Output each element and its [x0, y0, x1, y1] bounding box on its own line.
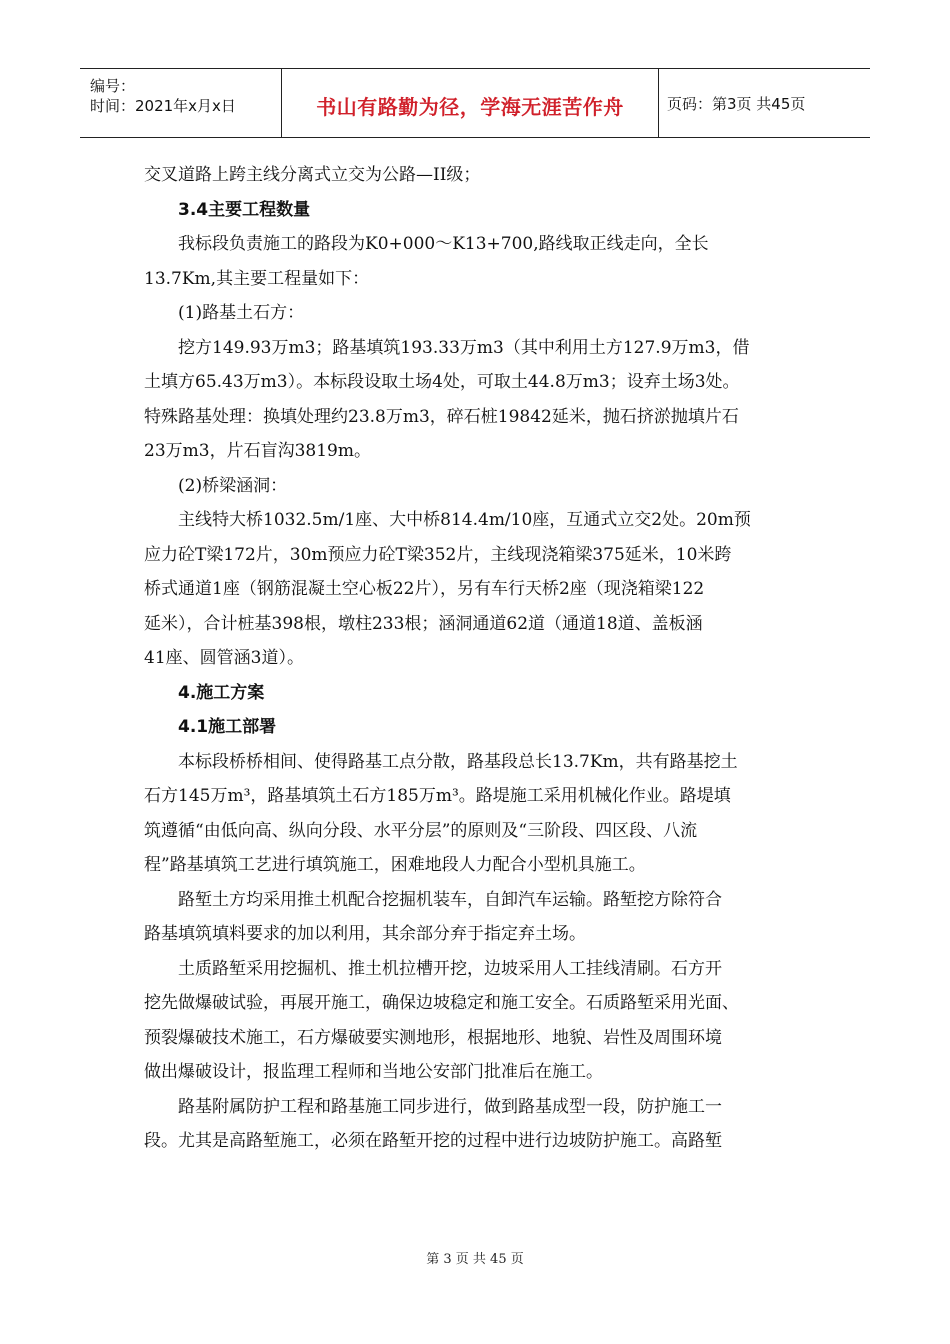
doc-date-label: 时间：2021年x月x日 — [90, 97, 236, 115]
text-line: 预裂爆破技术施工，石方爆破要实测地形，根据地形、地貌、岩性及周围环境 — [144, 1027, 722, 1048]
text-line: 筑遵循“由低向高、纵向分段、水平分层”的原则及“三阶段、四区段、八流 — [144, 820, 698, 841]
paragraph-line: 土质路堑采用挖掘机、推土机拉槽开挖，边坡采用人工挂线清刷。石方开 — [178, 958, 722, 979]
text-line: 土填方65.43万m3）。本标段设取土场4处，可取土44.8万m3；设弃土场3处。 — [144, 372, 740, 392]
paragraph-line: 本标段桥桥相间、使得路基工点分散，路基段总长13.7Km，共有路基挖土 — [178, 751, 738, 772]
text-line: 路基填筑填料要求的加以利用，其余部分弃于指定弃土场。 — [144, 924, 586, 944]
text-line: 应力砼T梁172片，30m预应力砼T梁352片，主线现浇箱梁375延米，10米跨 — [144, 544, 732, 565]
paragraph-line: 路基附属防护工程和路基施工同步进行，做到路基成型一段，防护施工一 — [178, 1096, 722, 1117]
text-line: 交叉道路上跨主线分离式立交为公路—II级； — [144, 165, 481, 185]
paragraph-line: 我标段负责施工的路段为K0+000～K13+700,路线取正线走向，全长 — [178, 234, 709, 254]
header-page-cell — [659, 69, 870, 137]
list-heading: (1)路基土石方： — [178, 303, 305, 323]
text-line: 23万m3，片石盲沟3819m。 — [144, 441, 371, 461]
text-line: 延米），合计桩基398根，墩柱233根；涵洞通道62道（通道18道、盖板涵 — [144, 613, 703, 634]
page-footer: 第 3 页 共 45 页 — [426, 1252, 524, 1267]
page-header — [80, 68, 870, 138]
section-heading: 4.1施工部署 — [178, 717, 277, 737]
text-line: 41座、圆管涵3道）。 — [144, 648, 304, 668]
text-line: 段。尤其是高路堑施工，必须在路堑开挖的过程中进行边坡防护施工。高路堑 — [144, 1131, 722, 1151]
text-line: 程”路基填筑工艺进行填筑施工，困难地段人力配合小型机具施工。 — [144, 855, 646, 875]
text-line: 挖先做爆破试验，再展开施工，确保边坡稳定和施工安全。石质路堑采用光面、 — [144, 993, 739, 1013]
document-body — [144, 158, 809, 1159]
text-line: 做出爆破设计，报监理工程师和当地公安部门批准后在施工。 — [144, 1062, 603, 1082]
text-line: 桥式通道1座（钢筋混凝土空心板22片），另有车行天桥2座（现浇箱梁122 — [144, 579, 705, 599]
header-page-code: 页码：第3页 共45页 — [667, 95, 806, 113]
paragraph-line: 挖方149.93万m3；路基填筑193.33万m3（其中利用土方127.9万m3，借 — [178, 337, 750, 358]
header-motto-cell — [282, 69, 659, 137]
doc-number-label: 编号： — [90, 77, 136, 95]
text-line: 石方145万m³，路基填筑土石方185万m³。路堤施工采用机械化作业。路堤填 — [144, 786, 731, 806]
list-heading: (2)桥梁涵洞： — [178, 475, 288, 496]
text-line: 特殊路基处理：换填处理约23.8万m3，碎石桩19842延米，抛石挤淤抛填片石 — [144, 406, 739, 427]
header-motto: 书山有路勤为径，学海无涯苦作舟 — [316, 95, 624, 119]
header-meta-cell — [80, 69, 282, 137]
text-line: 13.7Km,其主要工程量如下： — [144, 268, 370, 289]
paragraph-line: 路堑土方均采用推土机配合挖掘机装车，自卸汽车运输。路堑挖方除符合 — [178, 889, 722, 910]
section-heading: 4.施工方案 — [178, 682, 265, 703]
paragraph-line: 主线特大桥1032.5m/1座、大中桥814.4m/10座，互通式立交2处。20m预 — [178, 510, 751, 530]
section-heading: 3.4主要工程数量 — [178, 199, 311, 220]
